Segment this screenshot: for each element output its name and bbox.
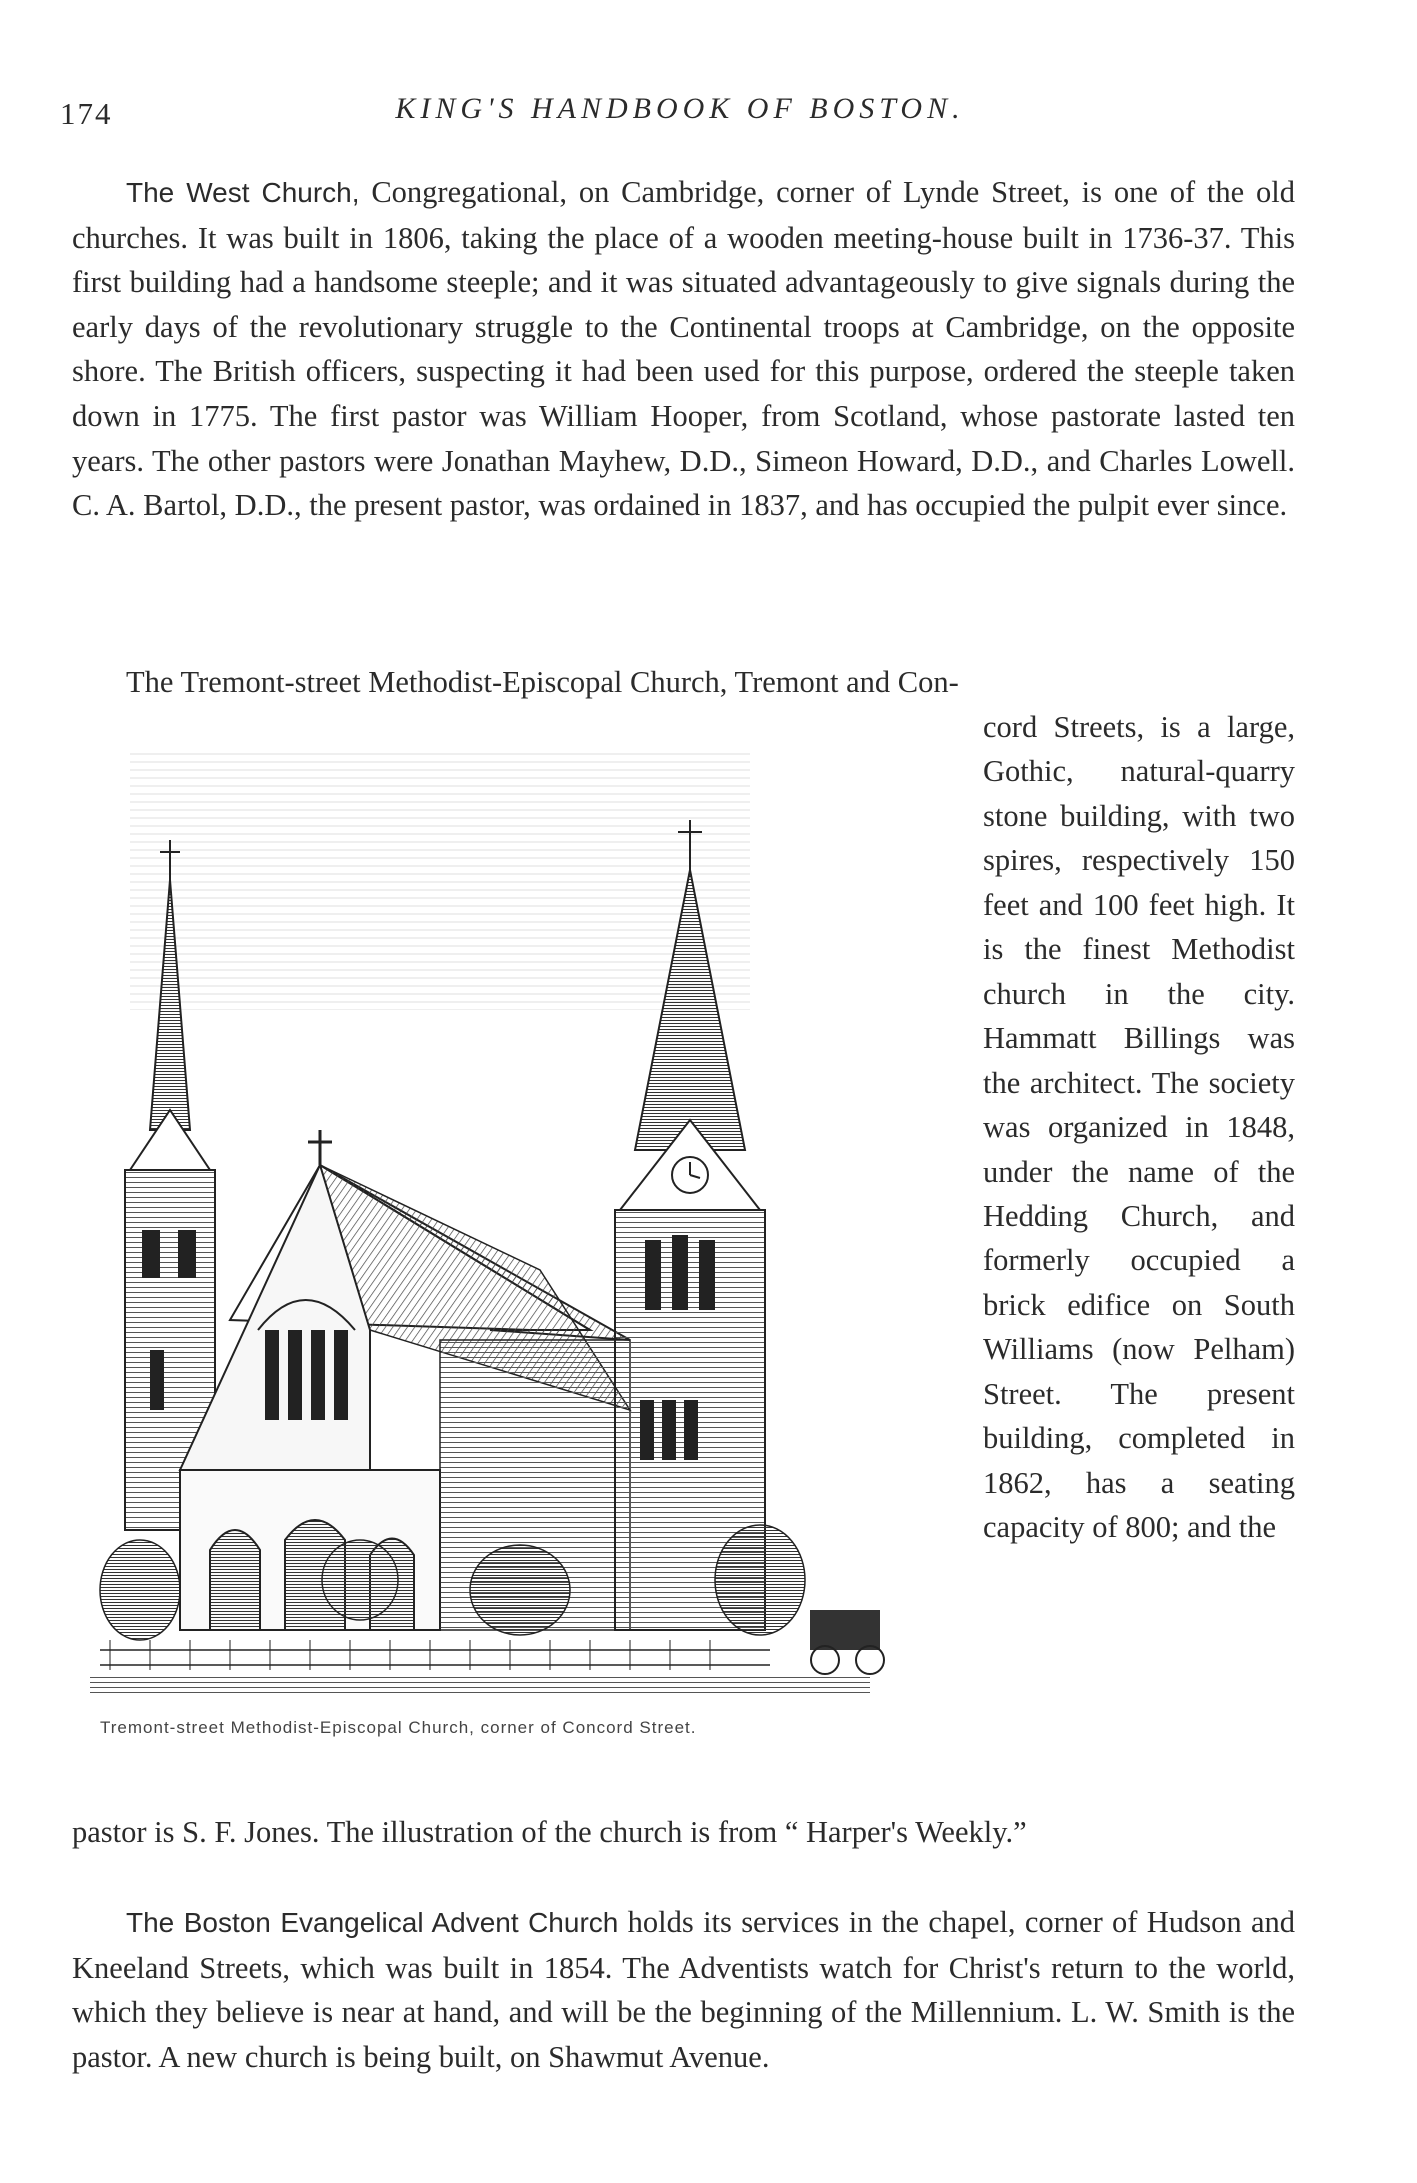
church-illustration: [70, 710, 960, 1725]
paragraph-body: Tremont and Con-: [727, 665, 959, 699]
paragraph-tremont-tail: pastor is S. F. Jones. The illustration of the church is from “ Harper's Weekly.”: [72, 1815, 1027, 1849]
running-head: [60, 92, 1300, 142]
church-engraving: [70, 710, 960, 1710]
page-number: 174: [60, 96, 113, 131]
paragraph-lead: The Boston Evangelical Advent Church: [126, 1907, 619, 1938]
paragraph-body: holds its services in the chapel, corner of Hudson and Kneeland Streets, which was built in 1854. The Adventists watch for Christ's return to the world, which they believe is near at hand, and will be the beginning of the Millennium. L. W. Smith is the pastor. A new church is being built, on Shawmut Avenue.: [72, 1905, 1295, 2074]
paragraph-tremont-first-line: [72, 660, 1295, 705]
paragraph-tremont-column: cord Streets, is a large, Gothic, natural-quarry stone building, with two spires, respectively 150 feet and 100 feet high. It is the finest Methodist church in the city. Hammatt Billings was the architect. The society was organized in 1848, under the name of the Hedding Church, and formerly occupied a brick edifice on South Williams (now Pelham) Street. The present building, completed in 1862, has a seating capacity of 800; and the: [983, 710, 1295, 1545]
paragraph-lead: The West Church,: [126, 177, 360, 208]
paragraph-lead: The Tremont-street Methodist-Episcopal Church,: [126, 665, 728, 699]
paragraph-advent-church: [72, 1900, 1295, 2079]
paragraph-body: Congregational, on Cambridge, corner of Lynde Street, is one of the old churches. It was built in 1806, taking the place of a wooden meeting-house built in 1736-37. This first building had a handsome steeple; and it was situated advantageously to give signals during the early days of the revolutionary struggle to the Continental troops at Cambridge, on the opposite shore. The British officers, suspecting it had been used for this purpose, ordered the steeple taken down in 1775. The first pastor was William Hooper, from Scotland, whose pastorate lasted ten years. The other pastors were Jonathan Mayhew, D.D., Simeon Howard, D.D., and Charles Lowell. C. A. Bartol, D.D., the present pastor, was ordained in 1837, and has occupied the pulpit ever since.: [72, 175, 1295, 523]
book-title: KING'S HANDBOOK OF BOSTON.: [395, 92, 965, 125]
paragraph-west-church: [72, 170, 1295, 528]
figure-caption: Tremont-street Methodist-Episcopal Church, corner of Concord Street.: [100, 1718, 697, 1737]
